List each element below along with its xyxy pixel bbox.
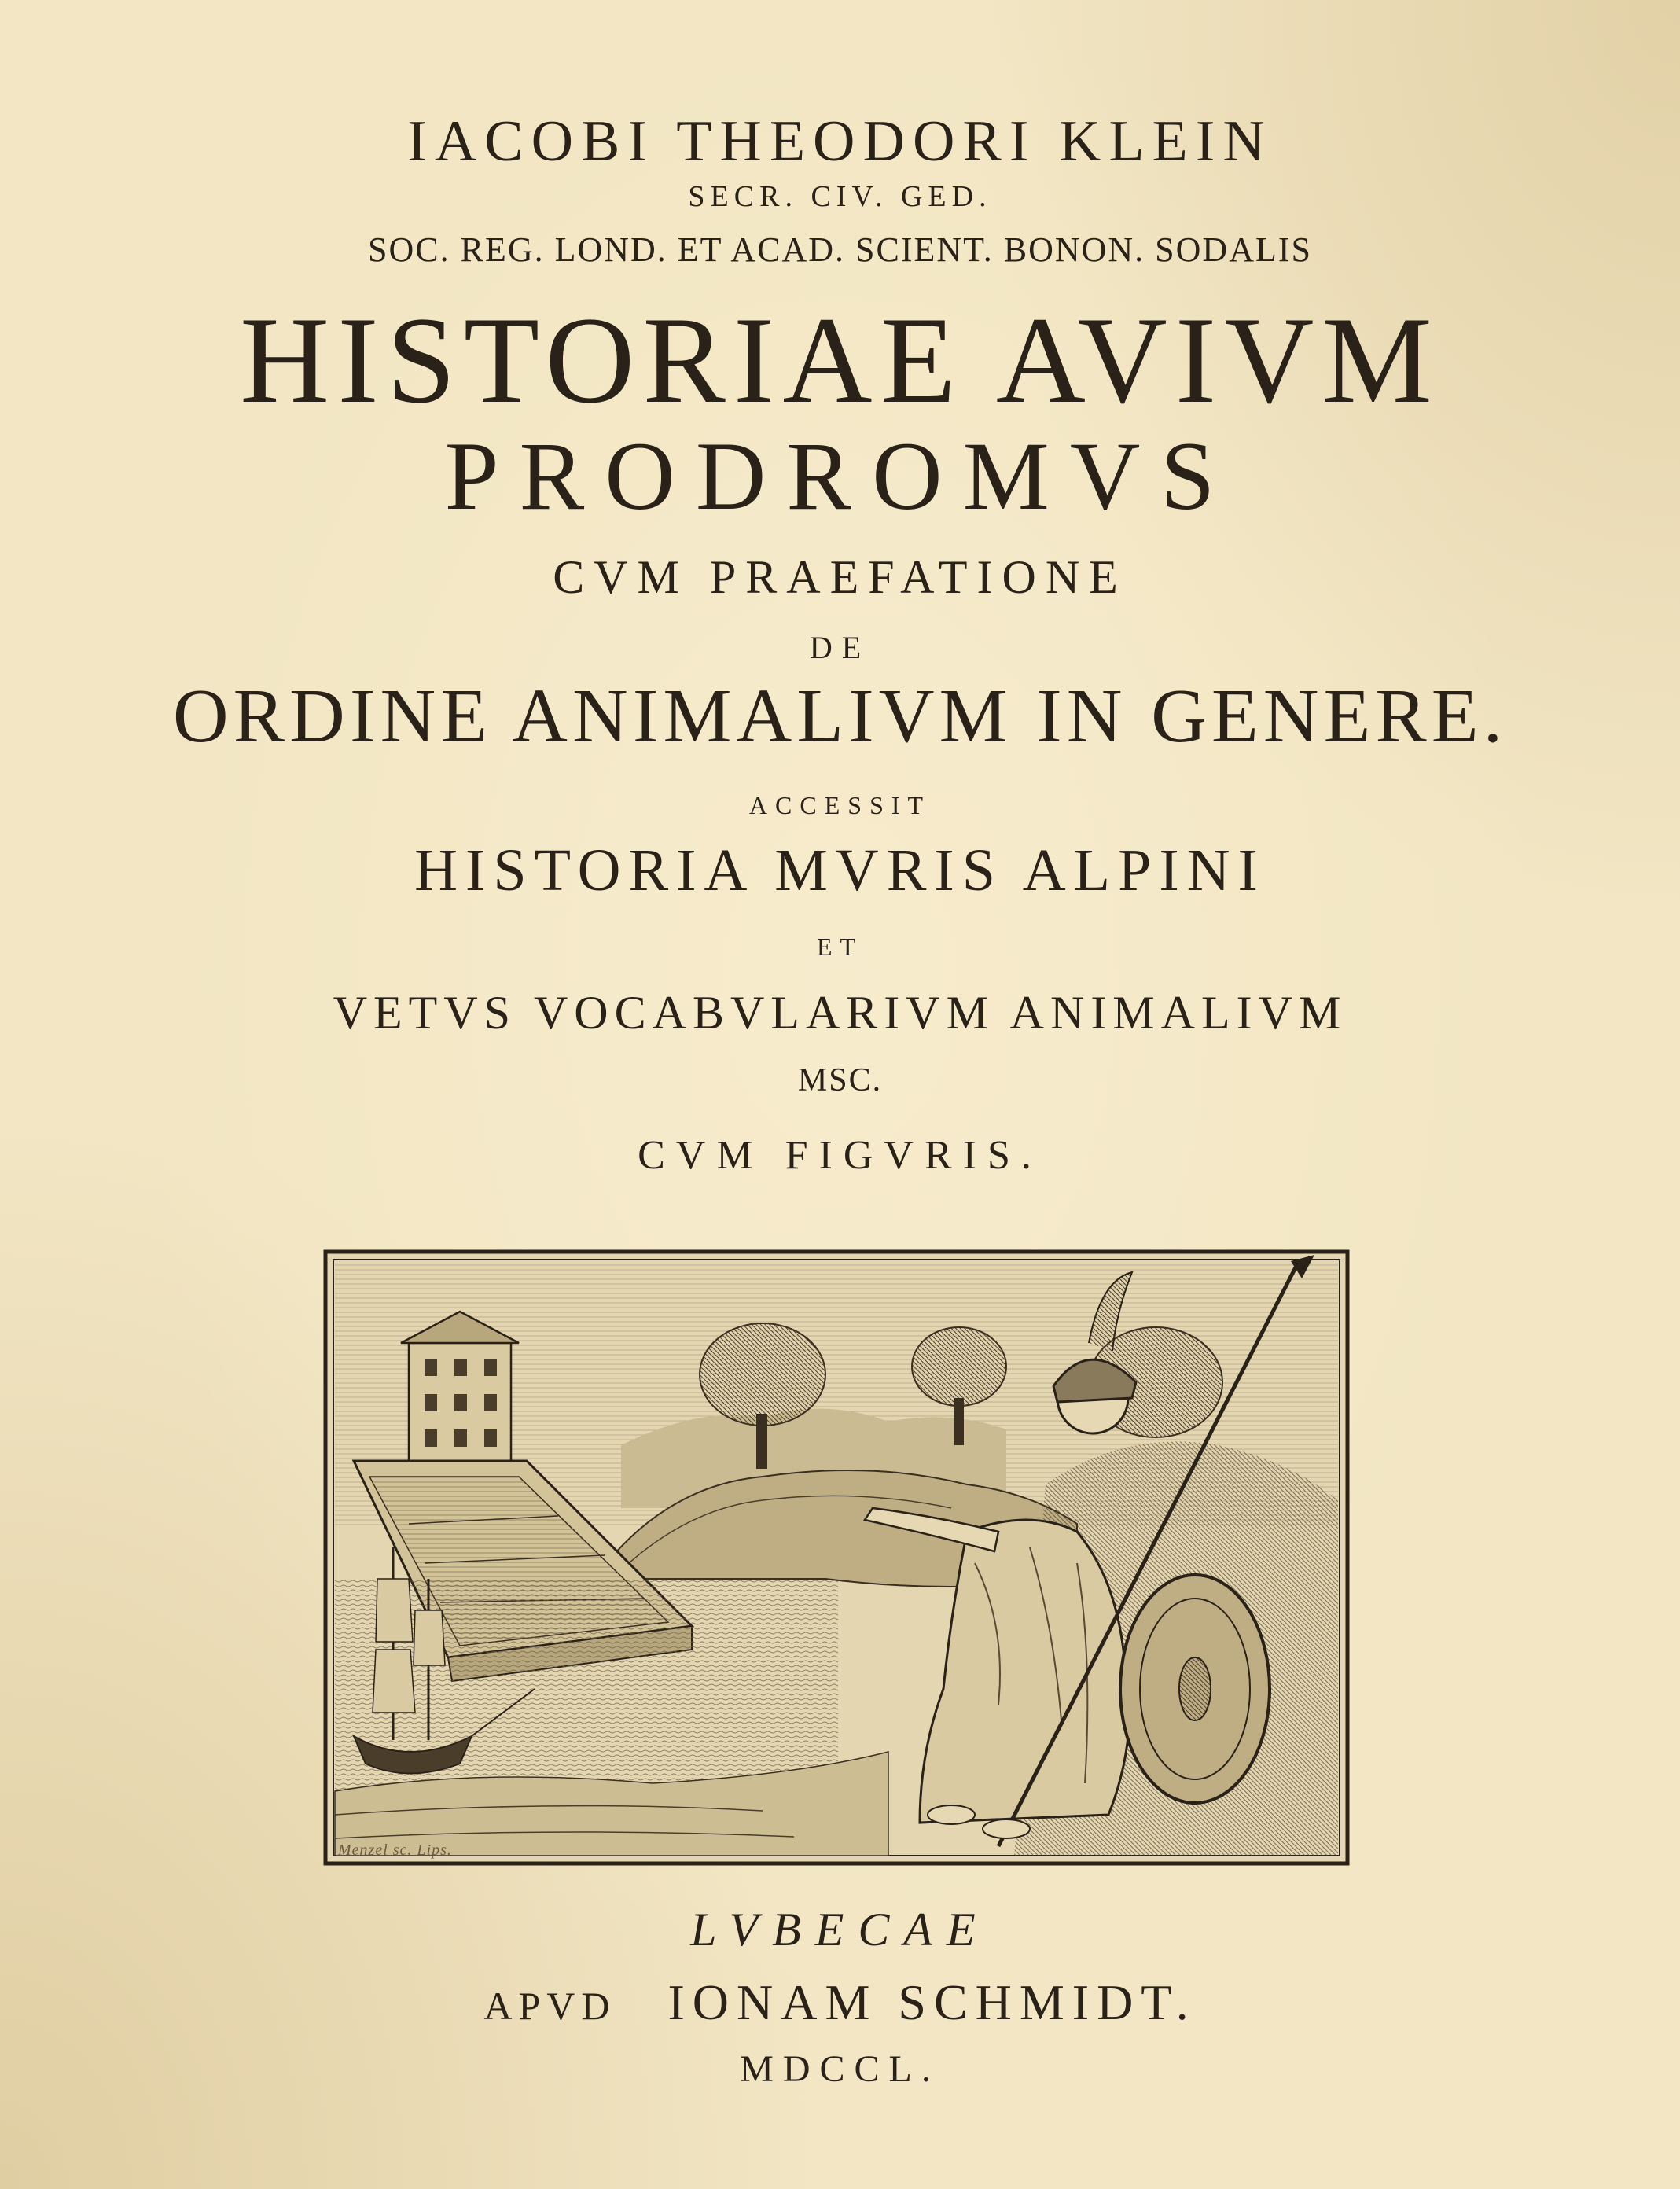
book-title-line-1: HISTORIAE AVIVM	[240, 292, 1440, 429]
imprint-publisher-name: IONAM SCHMIDT.	[667, 1974, 1197, 2030]
imprint-place: LVBECAE	[690, 1904, 990, 1955]
appendix-line-4: MSC.	[797, 1062, 883, 1098]
author-office: SECR. CIV. GED.	[688, 180, 992, 213]
subtitle-line-1: CVM PRAEFATIONE	[553, 551, 1127, 603]
imprint-publisher-prefix: APVD	[483, 1984, 616, 2028]
imprint-publisher	[0, 1974, 1680, 2032]
subtitle-line-3: ORDINE ANIMALIVM IN GENERE.	[172, 674, 1508, 759]
accessit-label: ACCESSIT	[748, 791, 932, 819]
figures-note: CVM FIGVRIS.	[638, 1133, 1042, 1178]
appendix-line-2: ET	[816, 933, 864, 961]
author-name: IACOBI THEODORI KLEIN	[407, 109, 1273, 174]
engraver-signature: Menzel sc. Lips.	[338, 1841, 452, 1859]
appendix-line-1: HISTORIA MVRIS ALPINI	[414, 837, 1266, 903]
book-title-line-2: PRODROMVS	[444, 422, 1236, 530]
appendix-line-3: VETVS VOCABVLARIVM ANIMALIVM	[333, 987, 1347, 1039]
imprint-year: MDCCL.	[740, 2048, 940, 2090]
subtitle-line-2: DE	[809, 630, 871, 665]
author-societies: SOC. REG. LOND. ET ACAD. SCIENT. BONON. SODALIS	[368, 230, 1312, 269]
minerva-engraving-illustration	[322, 1249, 1352, 1868]
